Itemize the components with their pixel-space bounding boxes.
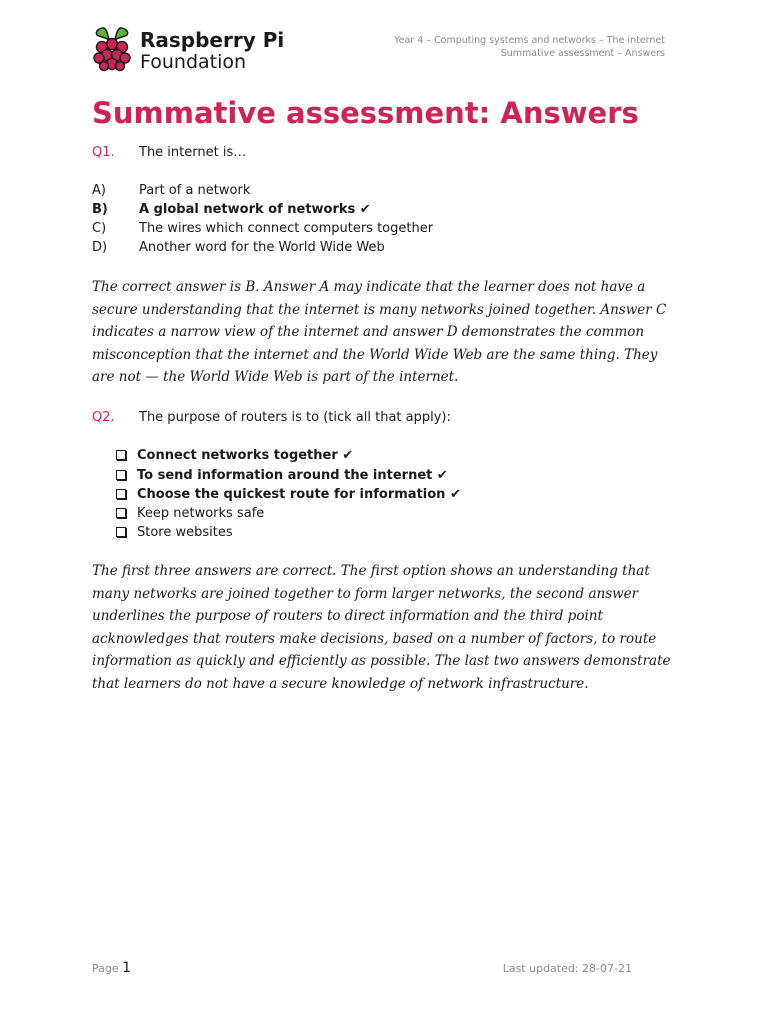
checkbox-icon <box>116 450 126 460</box>
doc-line: Summative assessment – Answers <box>500 48 665 59</box>
page-label: Page <box>92 962 119 975</box>
option-text: To send information around the internet ✔ <box>137 468 448 483</box>
org-name: Raspberry Pi <box>140 28 285 52</box>
raspberry-pi-logo <box>92 26 285 76</box>
q2-option-4 <box>116 504 264 523</box>
checkbox-icon <box>116 508 126 518</box>
q1-option-a <box>92 181 250 200</box>
option-text: Store websites <box>137 525 233 540</box>
option-text: Another word for the World Wide Web <box>139 240 385 255</box>
option-letter: C) <box>92 221 107 236</box>
option-text: Keep networks safe <box>137 506 265 521</box>
page-number <box>92 960 131 976</box>
q1-explanation: The correct answer is B. Answer A may indicate that the learner does not have a secure understanding that the internet is many networks joined together. Answer C indicates a narrow view of the internet and answer D demonstrates the common misconception that the internet and the World Wide Web are the same thing. They are not — the World Wide Web is part of the internet. <box>92 279 667 385</box>
q2-option-2 <box>116 466 448 485</box>
page-number-value: 1 <box>122 960 132 976</box>
page-title: Summative assessment: Answers <box>92 96 639 130</box>
checkbox-icon <box>116 489 126 499</box>
q1-option-c <box>92 219 433 238</box>
q2-label: Q2. <box>92 410 115 425</box>
q2-explanation: The first three answers are correct. The first option shows an understanding that many networks are joined together to form larger networks, the second answer underlines the purpose of routers to direct information and the third point acknowledges that routers make decisions, based on a number of factors, to route information as quickly and efficiently as possible. The last two answers demonstrate that learners do not have a secure knowledge of network infrastructure. <box>92 563 671 692</box>
checkbox-icon <box>116 470 126 480</box>
checkbox-icon <box>116 527 126 537</box>
q2-option-5 <box>116 523 233 542</box>
q1-text: The internet is… <box>139 145 247 160</box>
org-subname: Foundation <box>140 51 247 73</box>
option-text: Part of a network <box>139 183 251 198</box>
option-letter: A) <box>92 183 106 198</box>
header-meta <box>394 34 665 60</box>
q1-label: Q1. <box>92 145 115 160</box>
option-letter: B) <box>92 202 108 217</box>
option-text: Choose the quickest route for information ✔ <box>137 487 461 502</box>
option-text: A global network of networks ✔ <box>139 202 371 217</box>
raspberry-icon <box>92 26 132 74</box>
q1-option-b <box>92 200 371 219</box>
q1-option-d <box>92 238 385 257</box>
course-line: Year 4 – Computing systems and networks – The internet <box>394 35 665 46</box>
option-text: The wires which connect computers together <box>139 221 434 236</box>
option-letter: D) <box>92 240 108 255</box>
option-text: Connect networks together ✔ <box>137 448 354 463</box>
q2-option-3 <box>116 485 461 504</box>
last-updated: Last updated: 28-07-21 <box>502 962 632 975</box>
q2-text: The purpose of routers is to (tick all that apply): <box>139 410 451 425</box>
q2-option-1 <box>116 446 353 465</box>
